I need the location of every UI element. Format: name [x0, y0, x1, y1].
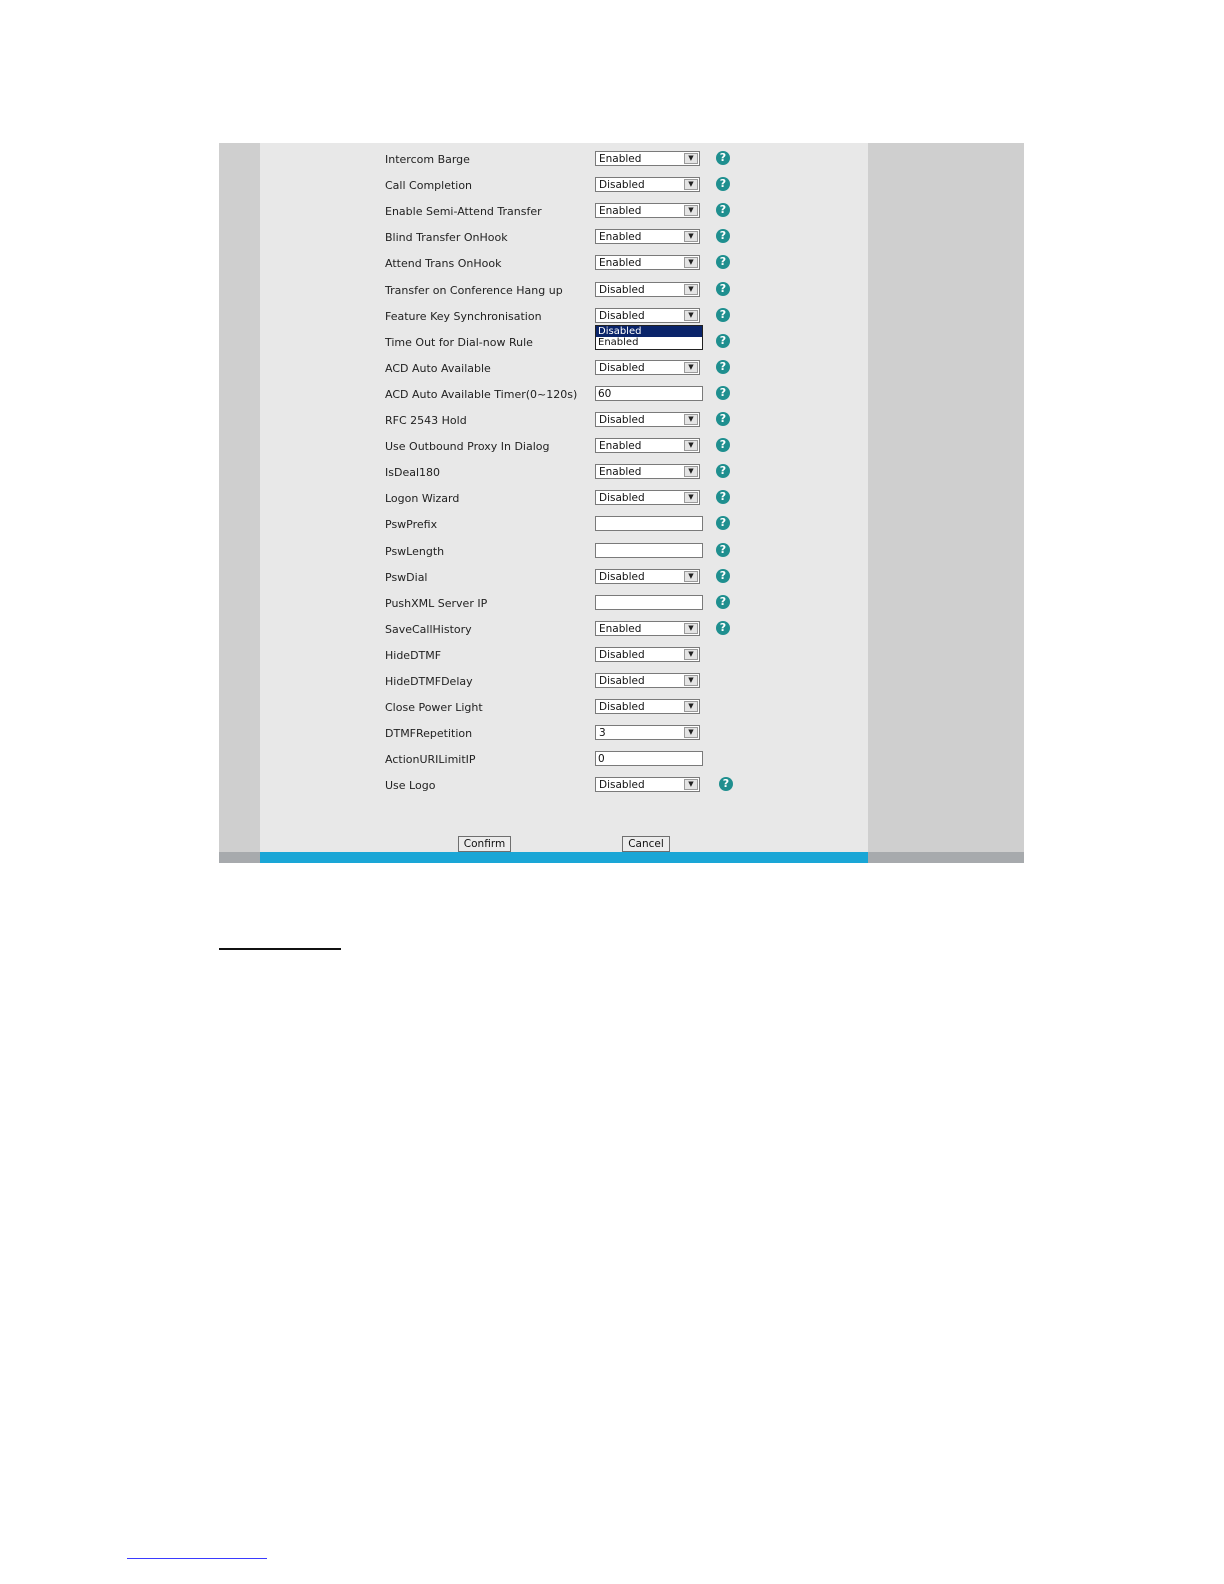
close-power-light-select[interactable]: [595, 699, 700, 714]
isdeal180-select[interactable]: [595, 464, 700, 479]
input-value: 0: [598, 753, 605, 765]
attend-trans-onhook-select[interactable]: [595, 255, 700, 270]
select-value: Enabled: [599, 466, 642, 478]
enable-semi-attend-transfer-select[interactable]: [595, 203, 700, 218]
setting-row-hidedtmf: [260, 646, 868, 666]
select-value: Enabled: [599, 231, 642, 243]
chevron-down-icon[interactable]: ▼: [684, 623, 698, 634]
select-value: Disabled: [599, 649, 645, 661]
settings-panel: [260, 143, 868, 852]
select-value: Disabled: [599, 179, 645, 191]
help-icon[interactable]: ?: [716, 151, 730, 165]
setting-label: ACD Auto Available: [385, 362, 491, 375]
savecallhistory-select[interactable]: [595, 621, 700, 636]
help-icon[interactable]: ?: [716, 543, 730, 557]
setting-label: ACD Auto Available Timer(0~120s): [385, 388, 578, 401]
setting-row-dtmfrepetition: [260, 724, 868, 744]
dropdown-option-disabled[interactable]: Disabled: [596, 326, 702, 337]
chevron-down-icon[interactable]: ▼: [684, 571, 698, 582]
call-completion-select[interactable]: [595, 177, 700, 192]
help-icon[interactable]: ?: [716, 464, 730, 478]
select-value: Enabled: [599, 257, 642, 269]
setting-label: Use Logo: [385, 779, 436, 792]
feature-key-synchronisation-select[interactable]: [595, 308, 700, 323]
chevron-down-icon[interactable]: ▼: [684, 440, 698, 451]
setting-row-pswlength: [260, 542, 868, 562]
select-value: Enabled: [599, 205, 642, 217]
pswdial-select[interactable]: [595, 569, 700, 584]
setting-label: Logon Wizard: [385, 492, 460, 505]
select-value: Disabled: [599, 284, 645, 296]
hidedtmfdelay-select[interactable]: [595, 673, 700, 688]
select-value: Disabled: [599, 492, 645, 504]
dtmfrepetition-select[interactable]: [595, 725, 700, 740]
setting-label: Feature Key Synchronisation: [385, 310, 542, 323]
help-icon[interactable]: ?: [716, 229, 730, 243]
setting-label: DTMFRepetition: [385, 727, 473, 740]
chevron-down-icon[interactable]: ▼: [684, 492, 698, 503]
rfc-2543-hold-select[interactable]: [595, 412, 700, 427]
setting-row-use-outbound-proxy-in-dialog: [260, 437, 868, 457]
help-icon[interactable]: ?: [716, 282, 730, 296]
chevron-down-icon[interactable]: ▼: [684, 779, 698, 790]
select-value: Enabled: [599, 153, 642, 165]
intercom-barge-select[interactable]: [595, 151, 700, 166]
chevron-down-icon[interactable]: ▼: [684, 727, 698, 738]
chevron-down-icon[interactable]: ▼: [684, 466, 698, 477]
help-icon[interactable]: ?: [716, 412, 730, 426]
setting-row-enable-semi-attend-transfer: [260, 202, 868, 222]
setting-row-intercom-barge: [260, 150, 868, 170]
chevron-down-icon[interactable]: ▼: [684, 414, 698, 425]
chevron-down-icon[interactable]: ▼: [684, 284, 698, 295]
chevron-down-icon[interactable]: ▼: [684, 362, 698, 373]
pswlength-input[interactable]: [595, 543, 703, 558]
chevron-down-icon[interactable]: ▼: [684, 257, 698, 268]
select-value: Enabled: [599, 440, 642, 452]
setting-label: Blind Transfer OnHook: [385, 231, 508, 244]
actionurilimitip-input[interactable]: [595, 751, 703, 766]
setting-label: SaveCallHistory: [385, 623, 472, 636]
help-icon[interactable]: ?: [716, 308, 730, 322]
select-value: Disabled: [599, 362, 645, 374]
help-icon[interactable]: ?: [716, 438, 730, 452]
setting-row-actionurilimitip: [260, 750, 868, 770]
help-icon[interactable]: ?: [716, 203, 730, 217]
setting-label: ActionURILimitIP: [385, 753, 476, 766]
help-icon[interactable]: ?: [719, 777, 733, 791]
setting-label: IsDeal180: [385, 466, 441, 479]
chevron-down-icon[interactable]: ▼: [684, 205, 698, 216]
setting-label: HideDTMF: [385, 649, 442, 662]
setting-label: PswDial: [385, 571, 428, 584]
setting-row-use-logo: [260, 776, 868, 796]
setting-row-close-power-light: [260, 698, 868, 718]
select-value: Disabled: [599, 310, 645, 322]
help-icon[interactable]: ?: [716, 490, 730, 504]
setting-row-pswdial: [260, 568, 868, 588]
setting-row-attend-trans-onhook: [260, 254, 868, 274]
chevron-down-icon[interactable]: ▼: [684, 179, 698, 190]
help-icon[interactable]: ?: [716, 386, 730, 400]
footnote-separator: [127, 1558, 267, 1559]
setting-label: Enable Semi-Attend Transfer: [385, 205, 542, 218]
setting-row-rfc-2543-hold: [260, 411, 868, 431]
setting-label: PswLength: [385, 545, 445, 558]
bottom-bar-right: [868, 852, 1024, 863]
chevron-down-icon[interactable]: ▼: [684, 649, 698, 660]
select-value: 3: [599, 727, 606, 739]
cancel-button[interactable]: Cancel: [622, 836, 670, 852]
setting-label: Transfer on Conference Hang up: [385, 284, 563, 297]
help-icon[interactable]: ?: [716, 255, 730, 269]
feature-key-sync-dropdown-list[interactable]: [595, 325, 703, 350]
chevron-down-icon[interactable]: ▼: [684, 701, 698, 712]
setting-row-time-out-for-dial-now-rule: [260, 333, 868, 353]
setting-row-hidedtmfdelay: [260, 672, 868, 692]
setting-row-logon-wizard: [260, 489, 868, 509]
select-value: Disabled: [599, 571, 645, 583]
setting-label: Close Power Light: [385, 701, 483, 714]
setting-row-call-completion: [260, 176, 868, 196]
setting-label: Use Outbound Proxy In Dialog: [385, 440, 550, 453]
acd-auto-available-select[interactable]: [595, 360, 700, 375]
setting-row-savecallhistory: [260, 620, 868, 640]
logon-wizard-select[interactable]: [595, 490, 700, 505]
heading-underline: [219, 948, 341, 950]
setting-row-acd-auto-available: [260, 359, 868, 379]
setting-row-feature-key-synchronisation: [260, 307, 868, 327]
help-icon[interactable]: ?: [716, 621, 730, 635]
setting-row-pswprefix: [260, 515, 868, 535]
setting-label: RFC 2543 Hold: [385, 414, 467, 427]
setting-label: HideDTMFDelay: [385, 675, 473, 688]
use-logo-select[interactable]: [595, 777, 700, 792]
pswprefix-input[interactable]: [595, 516, 703, 531]
dropdown-option-enabled[interactable]: Enabled: [598, 337, 639, 348]
help-icon[interactable]: ?: [716, 334, 730, 348]
setting-label: Intercom Barge: [385, 153, 470, 166]
help-icon[interactable]: ?: [716, 177, 730, 191]
select-value: Disabled: [599, 701, 645, 713]
setting-row-isdeal180: [260, 463, 868, 483]
help-icon[interactable]: ?: [716, 595, 730, 609]
setting-label: PushXML Server IP: [385, 597, 488, 610]
confirm-button[interactable]: Confirm: [458, 836, 511, 852]
setting-label: Call Completion: [385, 179, 473, 192]
use-outbound-proxy-in-dialog-select[interactable]: [595, 438, 700, 453]
transfer-on-conference-hang-up-select[interactable]: [595, 282, 700, 297]
bottom-bar-left: [219, 852, 260, 863]
select-value: Enabled: [599, 623, 642, 635]
chevron-down-icon[interactable]: ▼: [684, 310, 698, 321]
select-value: Disabled: [599, 675, 645, 687]
setting-row-transfer-on-conference-hang-up: [260, 281, 868, 301]
setting-row-pushxml-server-ip: [260, 594, 868, 614]
setting-label: PswPrefix: [385, 518, 438, 531]
setting-row-blind-transfer-onhook: [260, 228, 868, 248]
chevron-down-icon[interactable]: ▼: [684, 153, 698, 164]
setting-row-acd-auto-available-timer-0-120s: [260, 385, 868, 405]
hidedtmf-select[interactable]: [595, 647, 700, 662]
chevron-down-icon[interactable]: ▼: [684, 231, 698, 242]
bottom-accent-bar: [260, 852, 868, 863]
acd-auto-available-timer-0-120s-input[interactable]: [595, 386, 703, 401]
input-value: 60: [598, 388, 612, 400]
help-icon[interactable]: ?: [716, 360, 730, 374]
pushxml-server-ip-input[interactable]: [595, 595, 703, 610]
select-value: Disabled: [599, 779, 645, 791]
help-icon[interactable]: ?: [716, 516, 730, 530]
select-value: Disabled: [599, 414, 645, 426]
setting-label: Time Out for Dial-now Rule: [385, 336, 533, 349]
settings-screenshot: [219, 143, 1024, 863]
setting-label: Attend Trans OnHook: [385, 257, 502, 270]
chevron-down-icon[interactable]: ▼: [684, 675, 698, 686]
blind-transfer-onhook-select[interactable]: [595, 229, 700, 244]
help-icon[interactable]: ?: [716, 569, 730, 583]
